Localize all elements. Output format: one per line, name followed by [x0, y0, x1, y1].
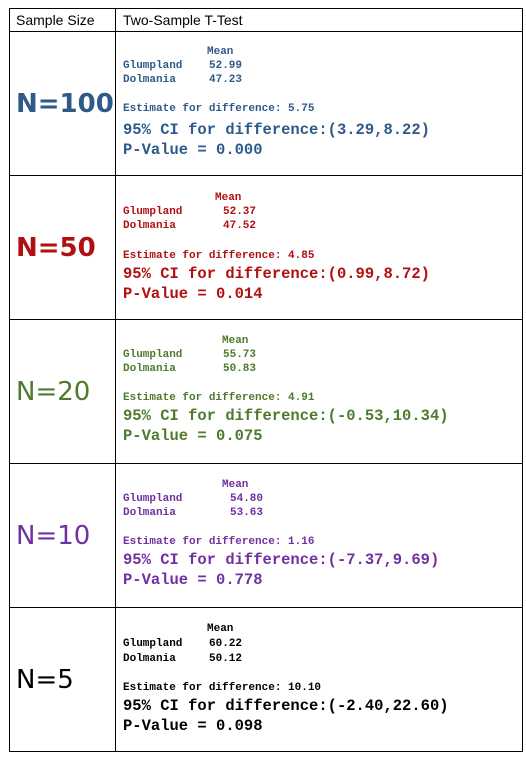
ci-value: (-2.40,22.60) [327, 697, 449, 715]
estimate-line [123, 535, 314, 549]
p-prefix: P-Value = [123, 717, 217, 735]
p-value: 0.075 [216, 427, 263, 445]
group1-mean: 60.22 [209, 638, 243, 650]
result-cell [116, 176, 523, 320]
t-test-header: Two-Sample T-Test [116, 9, 523, 32]
result-row [10, 32, 523, 176]
group2-mean: 53.63 [230, 507, 264, 519]
group2-name: Dolmania [123, 74, 176, 86]
p-value: 0.014 [216, 285, 263, 303]
group1-name: Glumpland [123, 206, 183, 218]
mean-header: Mean [222, 335, 249, 347]
result-row [10, 320, 523, 464]
mean-header: Mean [215, 192, 242, 204]
ci-prefix: 95% CI for difference: [123, 551, 328, 569]
p-value-line [123, 284, 263, 304]
p-prefix: P-Value = [123, 141, 217, 159]
estimate-line [123, 391, 314, 405]
ci-value: (0.99,8.72) [327, 265, 430, 283]
ci-value: (-7.37,9.69) [327, 551, 440, 569]
ci-line [123, 264, 430, 284]
t-test-table [9, 8, 523, 752]
ci-line [123, 696, 449, 716]
estimate-line [123, 249, 314, 263]
sample-size-label: N=50 [10, 176, 116, 320]
estimate-prefix: Estimate for difference: [123, 250, 289, 262]
estimate-prefix: Estimate for difference: [123, 103, 289, 115]
sample-size-label: N=5 [10, 608, 116, 752]
ci-value: (-0.53,10.34) [327, 407, 449, 425]
estimate-value: 1.16 [288, 536, 315, 548]
group1-name: Glumpland [123, 493, 183, 505]
ci-prefix: 95% CI for difference: [123, 697, 328, 715]
estimate-value: 5.75 [288, 103, 315, 115]
ci-line [123, 406, 449, 426]
p-value: 0.098 [216, 717, 263, 735]
p-value-line [123, 140, 263, 160]
p-prefix: P-Value = [123, 571, 217, 589]
estimate-prefix: Estimate for difference: [123, 536, 289, 548]
sample-size-label: N=20 [10, 320, 116, 464]
group1-name: Glumpland [123, 60, 183, 72]
mean-header: Mean [207, 46, 234, 58]
estimate-value: 10.10 [288, 682, 322, 694]
group1-mean: 52.99 [209, 60, 243, 72]
sample-size-label: N=100 [10, 32, 116, 176]
p-value: 0.778 [216, 571, 263, 589]
group1-mean: 55.73 [223, 349, 257, 361]
estimate-value: 4.91 [288, 392, 315, 404]
estimate-prefix: Estimate for difference: [123, 392, 289, 404]
sample-size-header: Sample Size [10, 9, 116, 32]
ci-prefix: 95% CI for difference: [123, 407, 328, 425]
result-cell [116, 608, 523, 752]
p-prefix: P-Value = [123, 427, 217, 445]
header-row [10, 9, 523, 32]
p-value-line [123, 426, 263, 446]
group1-name: Glumpland [123, 349, 183, 361]
sample-size-label: N=10 [10, 464, 116, 608]
group2-name: Dolmania [123, 653, 176, 665]
p-value: 0.000 [216, 141, 263, 159]
group1-mean: 52.37 [223, 206, 257, 218]
ci-line [123, 550, 439, 570]
estimate-value: 4.85 [288, 250, 315, 262]
group2-name: Dolmania [123, 507, 176, 519]
estimate-line [123, 102, 314, 116]
ci-prefix: 95% CI for difference: [123, 121, 328, 139]
mean-header: Mean [207, 623, 234, 635]
group2-mean: 47.52 [223, 220, 257, 232]
group2-mean: 47.23 [209, 74, 243, 86]
p-value-line [123, 570, 263, 590]
mean-header: Mean [222, 479, 249, 491]
group2-mean: 50.12 [209, 653, 243, 665]
group1-name: Glumpland [123, 638, 183, 650]
result-cell [116, 320, 523, 464]
estimate-prefix: Estimate for difference: [123, 682, 289, 694]
result-row [10, 176, 523, 320]
result-cell [116, 32, 523, 176]
ci-prefix: 95% CI for difference: [123, 265, 328, 283]
p-prefix: P-Value = [123, 285, 217, 303]
group2-mean: 50.83 [223, 363, 257, 375]
result-row [10, 608, 523, 752]
result-cell [116, 464, 523, 608]
estimate-line [123, 681, 321, 695]
p-value-line [123, 716, 263, 736]
group1-mean: 54.80 [230, 493, 264, 505]
result-row [10, 464, 523, 608]
group2-name: Dolmania [123, 363, 176, 375]
ci-value: (3.29,8.22) [327, 121, 430, 139]
group2-name: Dolmania [123, 220, 176, 232]
ci-line [123, 120, 430, 140]
